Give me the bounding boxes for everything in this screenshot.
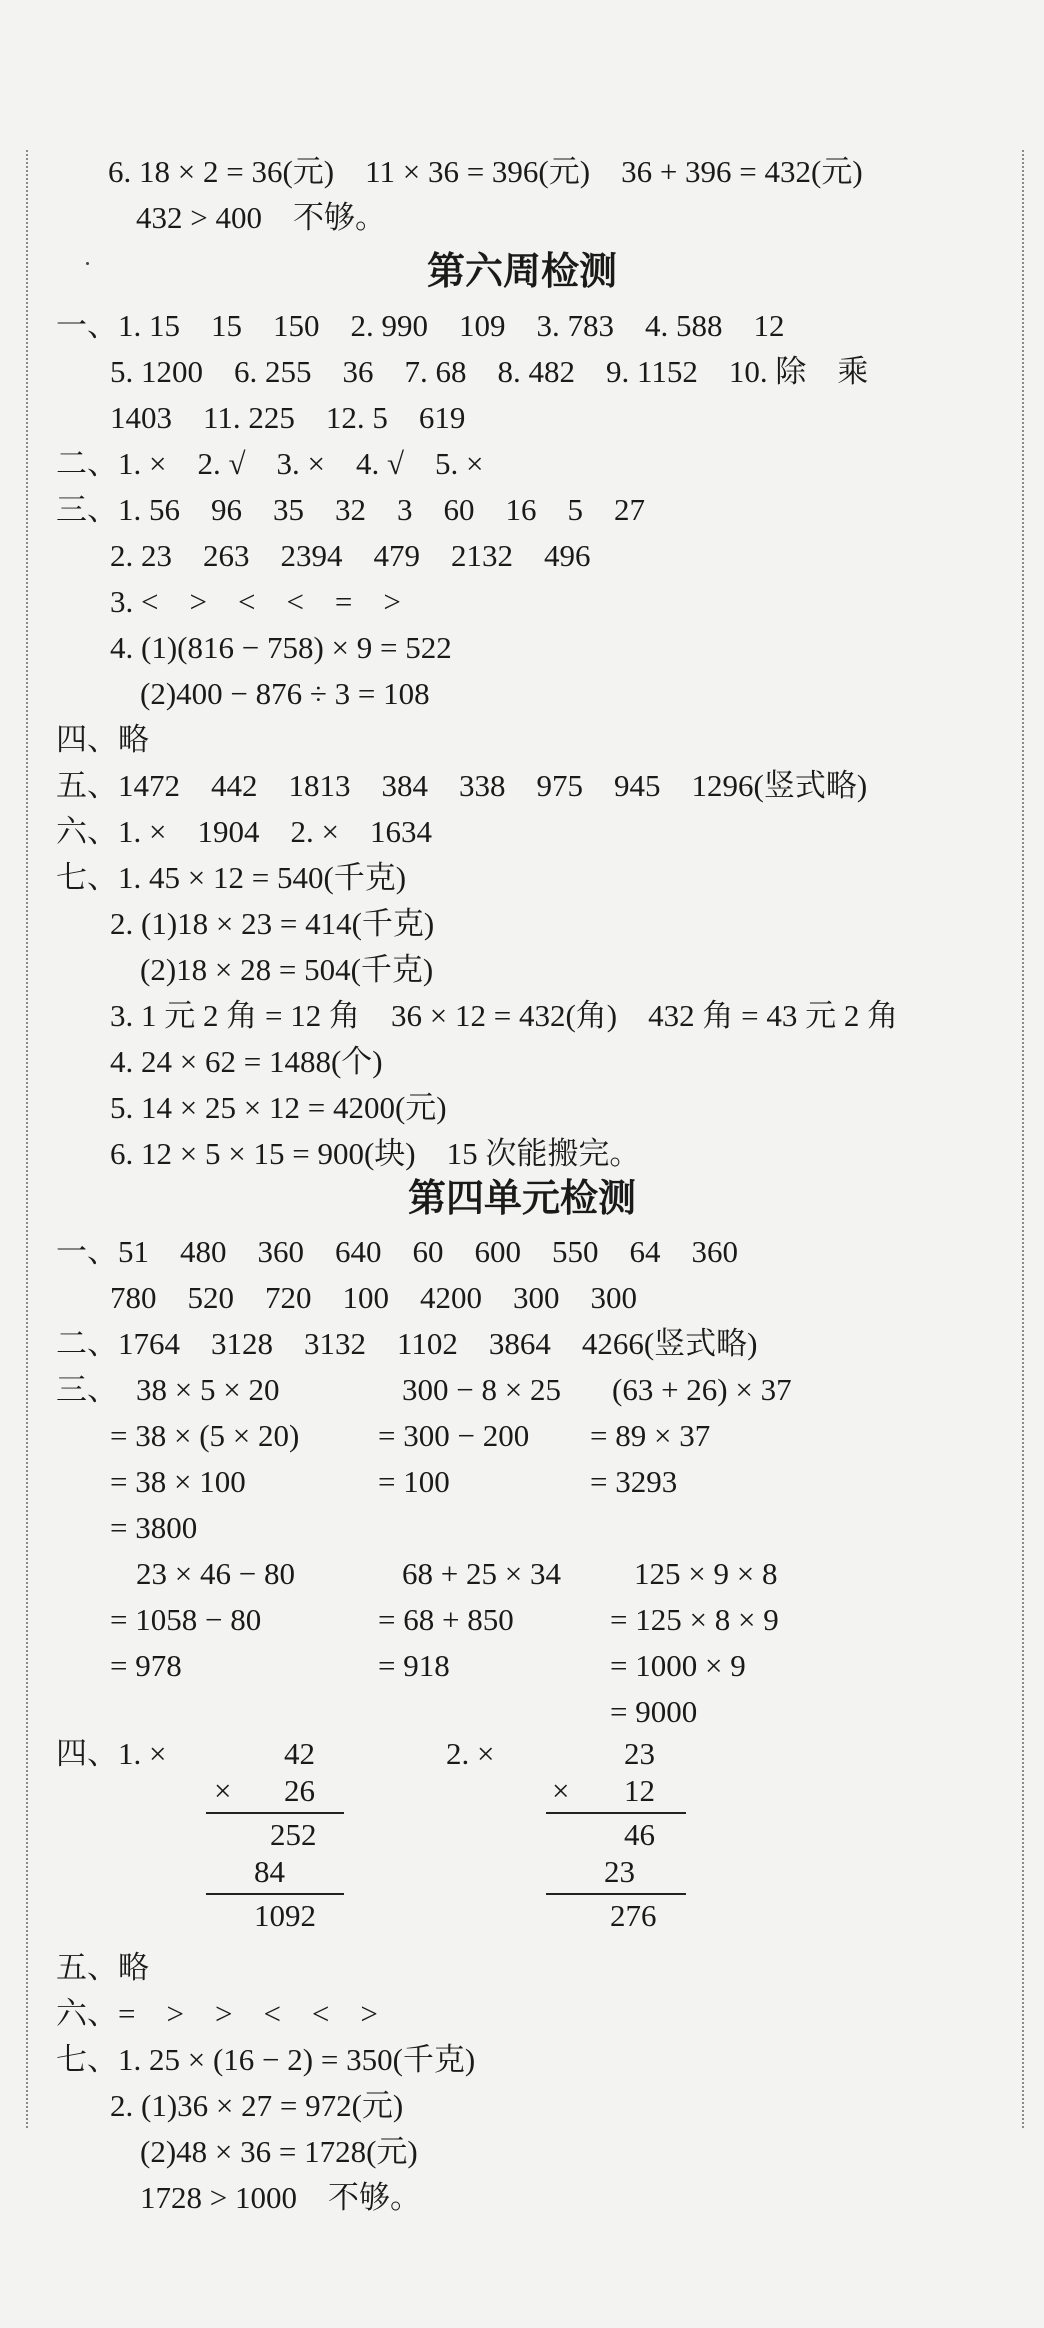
unit4-s4-b-label: 2. × bbox=[446, 1736, 495, 1771]
calc-step: = 918 bbox=[378, 1648, 450, 1683]
week6-line: 1403 11. 225 12. 5 619 bbox=[110, 400, 466, 435]
unit4-tail-line: 1728 > 1000 不够。 bbox=[140, 2180, 421, 2215]
week6-line: 5. 1200 6. 255 36 7. 68 8. 482 9. 1152 10. 除 乘 bbox=[110, 354, 869, 389]
week6-line: 六、1. × 1904 2. × 1634 bbox=[56, 814, 432, 849]
vmul-b-partial2: 23 bbox=[604, 1854, 635, 1889]
vmul-b-rule bbox=[546, 1893, 686, 1895]
calc-step: = 68 + 850 bbox=[378, 1602, 514, 1637]
vmul-a-partial1: 252 bbox=[270, 1817, 317, 1852]
week6-line: 2. (1)18 × 23 = 414(千克) bbox=[110, 906, 435, 941]
left-dotted-margin bbox=[26, 150, 28, 2128]
calc-step: 300 − 8 × 25 bbox=[402, 1372, 561, 1407]
calc-step: = 300 − 200 bbox=[378, 1418, 530, 1453]
week6-line: 4. (1)(816 − 758) × 9 = 522 bbox=[110, 630, 452, 665]
week6-line: 5. 14 × 25 × 12 = 4200(元) bbox=[110, 1090, 447, 1125]
calc-step: 125 × 9 × 8 bbox=[634, 1556, 778, 1591]
vmul-a-mult: 26 bbox=[284, 1773, 315, 1808]
week6-line: (2)18 × 28 = 504(千克) bbox=[140, 952, 434, 987]
vmul-b-rule bbox=[546, 1812, 686, 1814]
unit4-tail-line: 2. (1)36 × 27 = 972(元) bbox=[110, 2088, 404, 2123]
vmul-a-partial2: 84 bbox=[254, 1854, 285, 1889]
week6-line: 一、1. 15 15 150 2. 990 109 3. 783 4. 588 12 bbox=[56, 308, 785, 343]
calc-step: = 3293 bbox=[590, 1464, 678, 1499]
vmul-b-result: 276 bbox=[610, 1898, 657, 1933]
week6-line: 3. 1 元 2 角 = 12 角 36 × 12 = 432(角) 432 角 = 43 元 2 角 bbox=[110, 998, 899, 1033]
calc-step: = 125 × 8 × 9 bbox=[610, 1602, 779, 1637]
calc-step: = 100 bbox=[378, 1464, 450, 1499]
unit4-line: 二、1764 3128 3132 1102 3864 4266(竖式略) bbox=[56, 1326, 758, 1361]
unit4-tail-line: 七、1. 25 × (16 − 2) = 350(千克) bbox=[56, 2042, 476, 2077]
unit4-s4-label: 四、1. × bbox=[56, 1736, 167, 1771]
right-dotted-margin bbox=[1022, 150, 1024, 2128]
vmul-a-op: × bbox=[214, 1773, 232, 1808]
calc-step: = 978 bbox=[110, 1648, 182, 1683]
calc-step: 68 + 25 × 34 bbox=[402, 1556, 561, 1591]
vmul-a-top: 42 bbox=[284, 1736, 315, 1771]
week6-line: 五、1472 442 1813 384 338 975 945 1296(竖式略) bbox=[56, 768, 868, 803]
vmul-b-top: 23 bbox=[624, 1736, 655, 1771]
calc-step: 38 × 5 × 20 bbox=[136, 1372, 280, 1407]
week6-line: 三、1. 56 96 35 32 3 60 16 5 27 bbox=[56, 492, 645, 527]
vmul-b-op: × bbox=[552, 1773, 570, 1808]
unit4-line: 780 520 720 100 4200 300 300 bbox=[110, 1280, 637, 1315]
calc-step: = 89 × 37 bbox=[590, 1418, 711, 1453]
calc-step: 23 × 46 − 80 bbox=[136, 1556, 295, 1591]
calc-step: = 38 × 100 bbox=[110, 1464, 246, 1499]
week6-line: 2. 23 263 2394 479 2132 496 bbox=[110, 538, 591, 573]
unit4-tail-line: 六、= > > < < > bbox=[56, 1996, 378, 2031]
vmul-a-result: 1092 bbox=[254, 1898, 316, 1933]
week6-line: 4. 24 × 62 = 1488(个) bbox=[110, 1044, 383, 1079]
calc-step: (63 + 26) × 37 bbox=[612, 1372, 792, 1407]
calc-step: = 9000 bbox=[610, 1694, 698, 1729]
week6-line: 二、1. × 2. √ 3. × 4. √ 5. × bbox=[56, 446, 484, 481]
unit4-tail-line: (2)48 × 36 = 1728(元) bbox=[140, 2134, 418, 2169]
section-title-week6: 第六周检测 bbox=[426, 249, 617, 293]
vmul-a-rule bbox=[206, 1812, 344, 1814]
top-line-1: 6. 18 × 2 = 36(元) 11 × 36 = 396(元) 36 + 396 = 432(元) bbox=[108, 154, 863, 189]
section-title-unit4: 第四单元检测 bbox=[407, 1176, 636, 1220]
calc-step: = 38 × (5 × 20) bbox=[110, 1418, 300, 1453]
week6-line: 6. 12 × 5 × 15 = 900(块) 15 次能搬完。 bbox=[110, 1136, 641, 1171]
unit4-line: 一、51 480 360 640 60 600 550 64 360 bbox=[56, 1234, 738, 1269]
week6-line: 七、1. 45 × 12 = 540(千克) bbox=[56, 860, 407, 895]
top-line-2: 432 > 400 不够。 bbox=[136, 200, 386, 235]
unit4-s3-label: 三、 bbox=[56, 1372, 118, 1407]
unit4-tail-line: 五、略 bbox=[56, 1950, 149, 1985]
week6-line: 3. < > < < = > bbox=[110, 584, 401, 619]
calc-step: = 1058 − 80 bbox=[110, 1602, 262, 1637]
calc-step: = 1000 × 9 bbox=[610, 1648, 746, 1683]
vmul-a-rule bbox=[206, 1893, 344, 1895]
week6-line: (2)400 − 876 ÷ 3 = 108 bbox=[140, 676, 430, 711]
calc-step: = 3800 bbox=[110, 1510, 198, 1545]
week6-line: 四、略 bbox=[56, 722, 149, 757]
vmul-b-partial1: 46 bbox=[624, 1817, 655, 1852]
vmul-b-mult: 12 bbox=[624, 1773, 655, 1808]
